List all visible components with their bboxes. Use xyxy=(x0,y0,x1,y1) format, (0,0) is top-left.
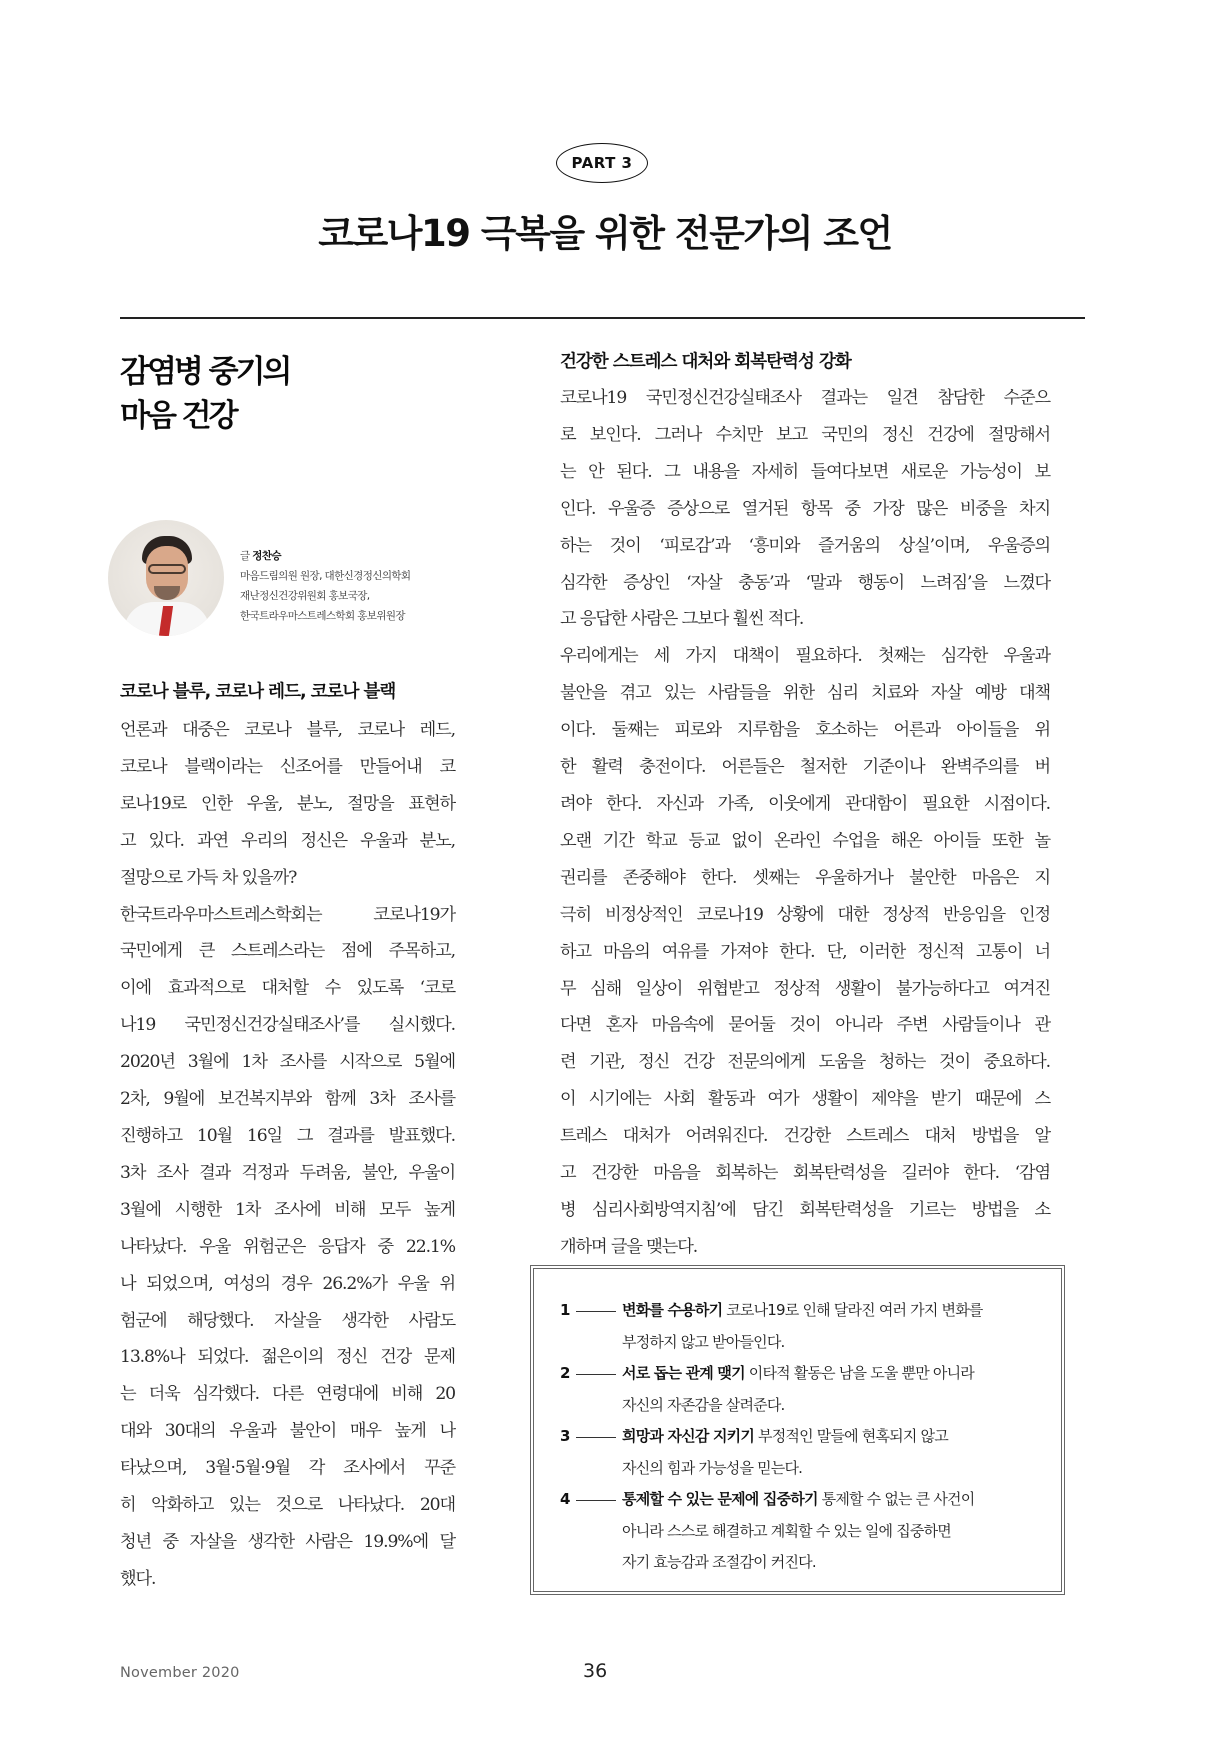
tip-text: 부정적인 말들에 현혹되지 않고 xyxy=(758,1427,948,1445)
body-line: 대와 30대의 우울과 불안이 매우 높게 나 xyxy=(120,1421,455,1442)
body-line: 병 심리사회방역지침’에 담긴 회복탄력성을 기르는 방법을 소 xyxy=(560,1199,1050,1220)
body-line: 고 있다. 과연 우리의 정신은 우울과 분노, xyxy=(120,830,455,851)
body-line: 하는 것이 ‘피로감’과 ‘흥미와 즐거움의 상실’이며, 우울증의 xyxy=(560,535,1050,556)
author-name: 정찬승 xyxy=(252,550,281,562)
author-byline xyxy=(240,546,480,566)
body-line: 이 시기에는 사회 활동과 여가 생활이 제약을 받기 때문에 스 xyxy=(560,1089,1050,1110)
body-line: 오랜 기간 학교 등교 없이 온라인 수업을 해온 아이들 또한 놀 xyxy=(560,830,1050,851)
body-line: 코로나 블랙이라는 신조어를 만들어내 코 xyxy=(120,756,455,777)
tip-text: 이타적 활동은 남을 도울 뿐만 아니라 xyxy=(748,1364,974,1382)
author-info xyxy=(240,546,480,626)
tip-item xyxy=(560,1358,1061,1421)
body-line: 하고 마음의 여유를 가져야 한다. 단, 이러한 정신적 고통이 너 xyxy=(560,941,1050,962)
tip-number: 2 xyxy=(560,1364,570,1382)
footer-issue-date: November 2020 xyxy=(120,1665,240,1681)
tip-text: 통제할 수 없는 큰 사건이 xyxy=(821,1490,975,1508)
tip-item xyxy=(560,1295,1061,1358)
body-line: 나 되었으며, 여성의 경우 26.2%가 우울 위 xyxy=(120,1273,455,1294)
tip-text: 자신의 힘과 가능성을 믿는다. xyxy=(622,1458,803,1477)
body-line: 히 악화하고 있는 것으로 나타났다. 20대 xyxy=(120,1495,455,1516)
body-line: 했다. xyxy=(120,1568,156,1589)
author-block xyxy=(108,520,468,636)
body-line: 트레스 대처가 어려워진다. 건강한 스트레스 대처 방법을 알 xyxy=(560,1126,1050,1147)
tip-number: 1 xyxy=(560,1301,570,1319)
tip-text: 아니라 스스로 해결하고 계획할 수 있는 일에 집중하면 xyxy=(622,1521,951,1540)
tip-dash-line xyxy=(576,1311,616,1312)
body-line: 로 보인다. 그러나 수치만 보고 국민의 정신 건강에 절망해서 xyxy=(560,424,1050,445)
top-divider xyxy=(120,317,1085,319)
avatar-glasses xyxy=(148,564,186,574)
right-section-body xyxy=(560,380,1050,1266)
tip-number: 4 xyxy=(560,1490,570,1508)
body-line: 무 심해 일상이 위협받고 정상적 생활이 불가능하다고 여겨진 xyxy=(560,978,1050,999)
body-line: 한 활력 충전이다. 어른들은 철저한 기준이나 완벽주의를 버 xyxy=(560,757,1050,778)
body-line: 로나19로 인한 우울, 분노, 절망을 표현하 xyxy=(120,793,455,814)
tip-text: 자기 효능감과 조절감이 커진다. xyxy=(622,1553,816,1571)
tip-title: 변화를 수용하기 xyxy=(622,1301,723,1319)
body-line: 2차, 9월에 보건복지부와 함께 3차 조사를 xyxy=(120,1089,455,1110)
tip-title: 희망과 자신감 지키기 xyxy=(622,1427,755,1445)
left-section-heading: 코로나 블루, 코로나 레드, 코로나 블랙 xyxy=(120,682,396,702)
author-affiliation: 재난정신건강위원회 홍보국장, xyxy=(240,590,370,602)
body-line: 련 기관, 정신 건강 전문의에게 도움을 청하는 것이 중요하다. xyxy=(560,1052,1050,1073)
body-line: 타났으며, 3월·5월·9월 각 조사에서 꾸준 xyxy=(120,1458,455,1479)
tip-dash-line xyxy=(576,1437,616,1438)
page-number: 36 xyxy=(583,1660,608,1682)
body-line: 2020년 3월에 1차 조사를 시작으로 5월에 xyxy=(120,1052,455,1073)
body-line: 개하며 글을 맺는다. xyxy=(560,1236,698,1257)
body-line: 한국트라우마스트레스학회는 코로나19가 xyxy=(120,904,455,925)
body-line: 는 더욱 심각했다. 다른 연령대에 비해 20 xyxy=(120,1384,455,1405)
part-label: PART 3 xyxy=(571,154,633,172)
tip-item xyxy=(560,1484,1061,1579)
tip-text: 부정하지 않고 받아들인다. xyxy=(622,1332,785,1351)
section-title-block xyxy=(120,350,455,438)
body-line: 불안을 겪고 있는 사람들을 위한 심리 치료와 자살 예방 대책 xyxy=(560,683,1050,704)
tip-item xyxy=(560,1421,1061,1484)
right-section-heading: 건강한 스트레스 대처와 회복탄력성 강화 xyxy=(560,352,851,372)
body-line: 이에 효과적으로 대처할 수 있도록 ‘코로 xyxy=(120,978,455,999)
body-line: 심각한 증상인 ‘자살 충동’과 ‘말과 행동이 느려짐’을 느꼈다 xyxy=(560,572,1050,593)
left-article-section xyxy=(120,680,455,1598)
part-badge xyxy=(556,143,648,183)
author-affiliation: 마음드림의원 원장, 대한신경정신의학회 xyxy=(240,570,411,582)
tip-title: 서로 돕는 관계 맺기 xyxy=(622,1364,745,1382)
body-line: 3월에 시행한 1차 조사에 비해 모두 높게 xyxy=(120,1199,455,1220)
body-line: 우리에게는 세 가지 대책이 필요하다. 첫째는 심각한 우울과 xyxy=(560,646,1050,667)
section-title-line-1: 감염병 중기의 xyxy=(120,354,290,390)
body-line: 언론과 대중은 코로나 블루, 코로나 레드, xyxy=(120,720,455,740)
body-line: 청년 중 자살을 생각한 사람은 19.9%에 달 xyxy=(120,1531,455,1552)
tip-dash-line xyxy=(576,1500,616,1501)
body-line: 절망으로 가득 차 있을까? xyxy=(120,867,297,888)
body-line: 코로나19 국민정신건강실태조사 결과는 일견 참담한 수준으 xyxy=(560,388,1050,408)
body-line: 인다. 우울증 증상으로 열거된 항목 중 가장 많은 비중을 차지 xyxy=(560,498,1050,519)
body-line: 진행하고 10월 16일 그 결과를 발표했다. xyxy=(120,1125,455,1146)
byline-prefix: 글 xyxy=(240,550,250,562)
body-line: 고 건강한 마음을 회복하는 회복탄력성을 길러야 한다. ‘감염 xyxy=(560,1163,1050,1184)
section-title-line-2: 마음 건강 xyxy=(120,398,236,434)
tip-text: 자신의 자존감을 살려준다. xyxy=(622,1395,785,1414)
right-article-section xyxy=(560,350,1050,1266)
body-line: 국민에게 큰 스트레스라는 점에 주목하고, xyxy=(120,941,455,962)
tip-text: 코로나19로 인해 달라진 여러 가지 변화를 xyxy=(726,1301,983,1319)
left-section-body xyxy=(120,712,455,1598)
body-line: 3차 조사 결과 걱정과 두려움, 불안, 우울이 xyxy=(120,1162,455,1183)
body-line: 는 안 된다. 그 내용을 자세히 들여다보면 새로운 가능성이 보 xyxy=(560,461,1050,482)
body-line: 고 응답한 사람은 그보다 훨씬 적다. xyxy=(560,609,804,630)
tip-title: 통제할 수 있는 문제에 집중하기 xyxy=(622,1490,818,1508)
body-line: 려야 한다. 자신과 가족, 이웃에게 관대함이 필요한 시점이다. xyxy=(560,793,1050,814)
body-line: 이다. 둘째는 피로와 지루함을 호소하는 어른과 아이들을 위 xyxy=(560,720,1050,741)
tip-number: 3 xyxy=(560,1427,570,1445)
body-line: 극히 비정상적인 코로나19 상황에 대한 정상적 반응임을 인정 xyxy=(560,904,1050,925)
page-title: 코로나19 극복을 위한 전문가의 조언 xyxy=(318,212,892,255)
body-line: 험군에 해당했다. 자살을 생각한 사람도 xyxy=(120,1310,455,1331)
resilience-tips-box xyxy=(530,1265,1065,1595)
author-affiliation: 한국트라우마스트레스학회 홍보위원장 xyxy=(240,610,405,622)
body-line: 다면 혼자 마음속에 묻어둘 것이 아니라 주변 사람들이나 관 xyxy=(560,1015,1050,1036)
tip-dash-line xyxy=(576,1374,616,1375)
body-line: 권리를 존중해야 한다. 셋째는 우울하거나 불안한 마음은 지 xyxy=(560,867,1050,888)
body-line: 나19 국민정신건강실태조사’를 실시했다. xyxy=(120,1015,455,1036)
body-line: 13.8%나 되었다. 젊은이의 정신 건강 문제 xyxy=(120,1347,455,1368)
body-line: 나타났다. 우울 위험군은 응답자 중 22.1% xyxy=(120,1236,455,1257)
author-avatar xyxy=(108,520,224,636)
